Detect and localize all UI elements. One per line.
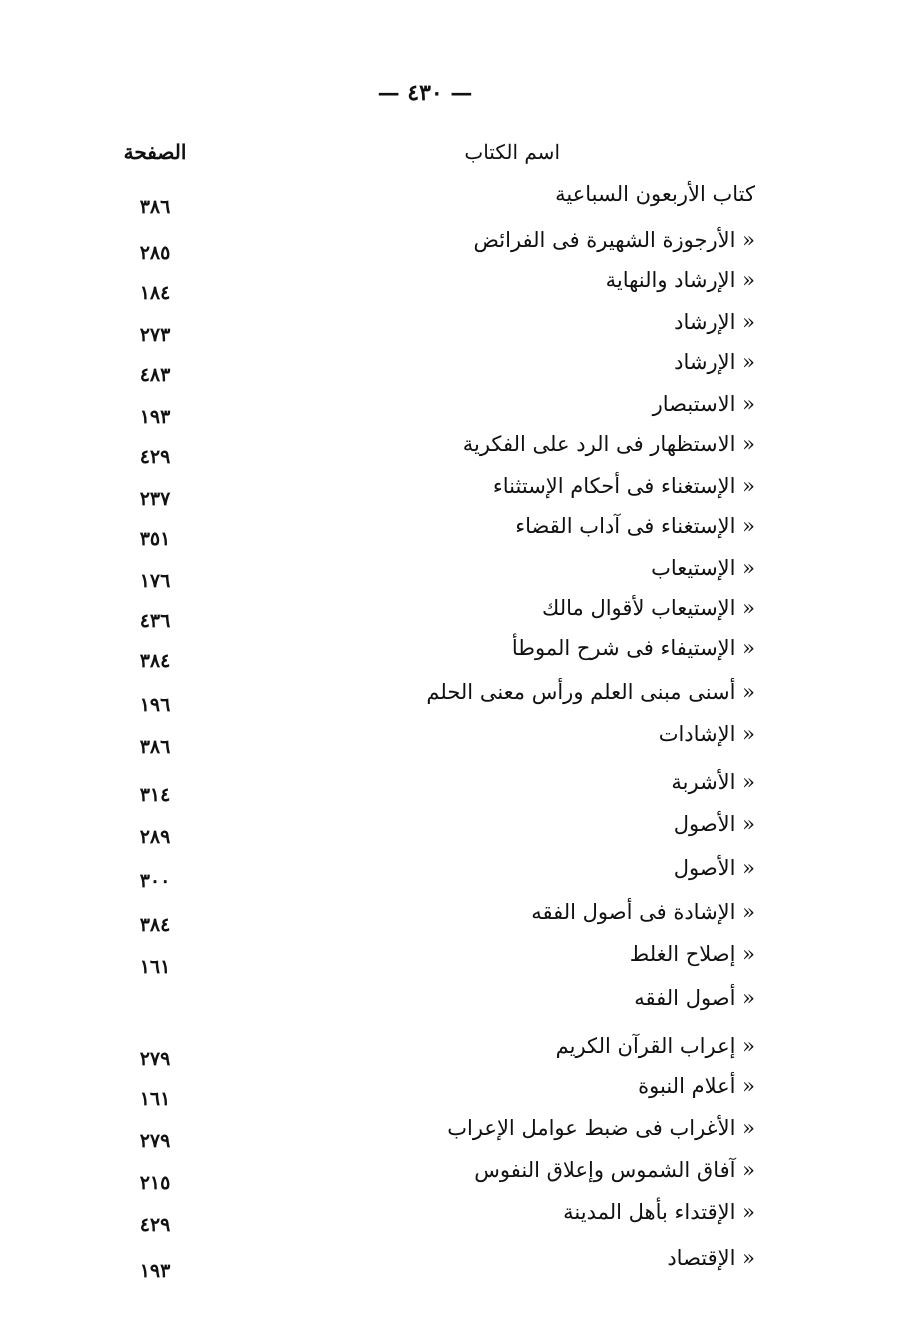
entry-title: « إصلاح الغلط <box>629 942 755 966</box>
list-item <box>0 1116 910 1156</box>
entry-title: « الأشربة <box>671 770 755 794</box>
entry-page-number: ٢٧٩ <box>139 1048 171 1070</box>
entry-page-number: ٢٧٩ <box>139 1130 171 1152</box>
list-item <box>0 596 910 636</box>
entry-page-number: ٣٥١ <box>139 528 171 550</box>
list-item <box>0 1200 910 1240</box>
list-item <box>0 556 910 596</box>
list-item <box>0 680 910 720</box>
list-item <box>0 770 910 810</box>
list-item <box>0 722 910 762</box>
list-item <box>0 392 910 432</box>
entry-title: « إعراب القرآن الكريم <box>555 1034 755 1058</box>
entry-title: « أعلام النبوة <box>638 1074 755 1098</box>
entry-title: « الإستيعاب <box>651 556 755 580</box>
entry-page-number: ١٧٦ <box>139 570 171 592</box>
entry-title: « الاستبصار <box>652 392 755 416</box>
entry-title: « أصول الفقه <box>634 986 755 1010</box>
entry-page-number: ١٩٣ <box>139 406 171 428</box>
entry-page-number: ١٦١ <box>139 1088 171 1110</box>
entry-page-number: ١٩٦ <box>139 694 171 716</box>
list-item <box>0 1158 910 1198</box>
entry-title: « أسنى مبنى العلم ورأس معنى الحلم <box>426 680 755 704</box>
list-item <box>0 856 910 896</box>
entry-page-number: ٣٠٠ <box>139 870 171 892</box>
list-item <box>0 182 910 222</box>
list-item <box>0 228 910 268</box>
page-number: — ٤٣٠ — <box>377 80 473 106</box>
list-item <box>0 812 910 852</box>
entry-page-number: ٢٧٣ <box>139 324 171 346</box>
entry-title: « الإستغناء فى آداب القضاء <box>515 514 755 538</box>
list-item <box>0 432 910 472</box>
entry-title: « الأصول <box>673 856 755 880</box>
entry-title: « الأرجوزة الشهيرة فى الفرائض <box>473 228 755 252</box>
page-column-header: الصفحة <box>123 140 187 164</box>
entry-title: « آفاق الشموس وإعلاق النفوس <box>474 1158 755 1182</box>
entry-title: « الإقتصاد <box>667 1246 755 1270</box>
entry-page-number: ٣٨٤ <box>139 914 171 936</box>
entry-title: « الإشادة فى أصول الفقه <box>531 900 755 924</box>
list-item <box>0 942 910 982</box>
entry-title: « الإرشاد والنهاية <box>605 268 755 292</box>
entry-title: « الإشادات <box>658 722 755 746</box>
entry-title: « الإستغناء فى أحكام الإستثناء <box>492 474 755 498</box>
entry-page-number: ٣٨٦ <box>139 736 171 758</box>
entry-page-number: ٤٨٣ <box>139 364 171 386</box>
list-item <box>0 986 910 1026</box>
entry-page-number: ٢١٥ <box>139 1172 171 1194</box>
list-item <box>0 474 910 514</box>
list-item <box>0 350 910 390</box>
entry-page-number: ٣٨٦ <box>139 196 171 218</box>
list-item <box>0 1034 910 1074</box>
list-item <box>0 636 910 676</box>
list-item <box>0 310 910 350</box>
list-item <box>0 1074 910 1114</box>
entry-page-number: ٤٣٦ <box>139 610 171 632</box>
book-name-column-header: اسم الكتاب <box>464 140 560 164</box>
entry-title: « الإستيعاب لأقوال مالك <box>542 596 755 620</box>
entry-page-number: ٢٣٧ <box>139 488 171 510</box>
list-item <box>0 268 910 308</box>
entry-title: « الإرشاد <box>674 350 755 374</box>
entry-title: « الإرشاد <box>674 310 755 334</box>
entry-page-number: ٤٢٩ <box>139 1214 171 1236</box>
entry-page-number: ١٦١ <box>139 956 171 978</box>
entry-title: كتاب الأربعون السباعية <box>555 182 755 206</box>
entry-title: « الإقتداء بأهل المدينة <box>563 1200 755 1224</box>
list-item <box>0 1246 910 1286</box>
entry-title: « الإستيفاء فى شرح الموطأ <box>511 636 755 660</box>
entry-page-number: ٢٨٩ <box>139 826 171 848</box>
entry-page-number: ٣١٤ <box>139 784 171 806</box>
entry-page-number: ١٩٣ <box>139 1260 171 1282</box>
entry-title: « الاستظهار فى الرد على الفكرية <box>462 432 755 456</box>
list-item <box>0 900 910 940</box>
list-item <box>0 514 910 554</box>
entry-page-number: ٢٨٥ <box>139 242 171 264</box>
entry-title: « الأصول <box>673 812 755 836</box>
entry-page-number: ١٨٤ <box>139 282 171 304</box>
entry-page-number: ٤٢٩ <box>139 446 171 468</box>
entry-title: « الأغراب فى ضبط عوامل الإعراب <box>447 1116 755 1140</box>
entry-page-number: ٣٨٤ <box>139 650 171 672</box>
